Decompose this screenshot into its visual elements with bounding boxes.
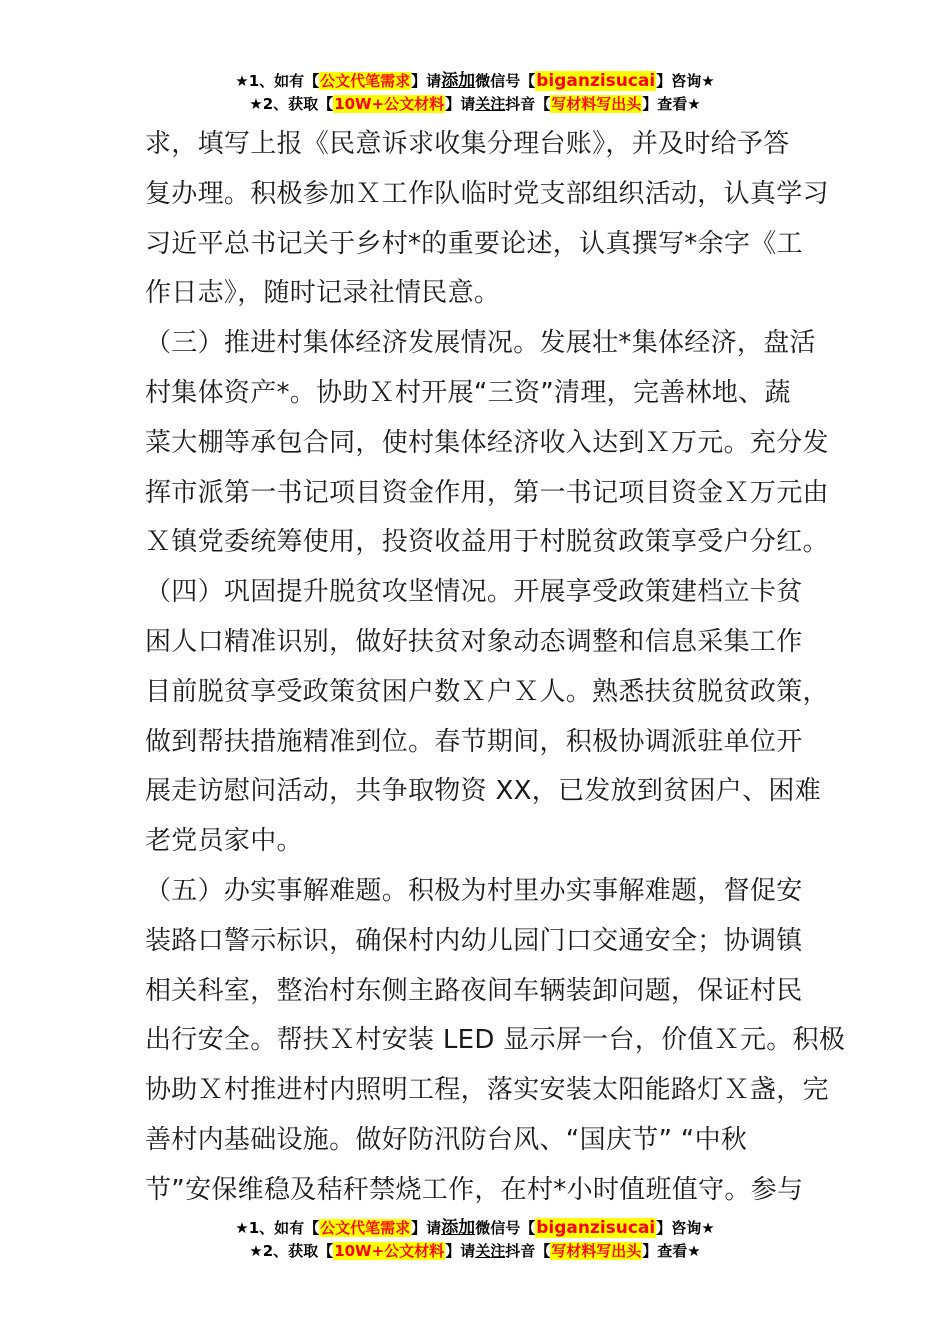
text-line: 出行安全。帮扶Ｘ村安装 LED 显示屏一台，价值Ｘ元。积极 [145, 1025, 846, 1056]
text-line: 习近平总书记关于乡村*的重要论述，认真撰写*余字《工 [145, 228, 803, 259]
douyin-account-link[interactable]: 写材料写出头 [551, 1242, 642, 1260]
text-line: 节”安保维稳及秸秆禁烧工作，在村*小时值班值守。参与 [145, 1174, 804, 1205]
banner-line-2: ★2、获取【10W+公文材料】请关注抖音【写材料写出头】查看★ [249, 95, 701, 113]
highlight-materials: 10W+公文材料 [334, 95, 445, 113]
text-line: 善村内基础设施。做好防汛防台风、“国庆节” “中秋 [145, 1124, 748, 1155]
text-line: 村集体资产*。协助Ｘ村开展“三资”清理，完善林地、蔬 [145, 377, 791, 408]
text-line: 相关科室，整治村东侧主路夜间车辆装卸问题，保证村民 [145, 975, 803, 1006]
section-heading-4: （四）巩固提升脱贫攻坚情况。开展享受政策建档立卡贫 [145, 577, 803, 608]
text-line: 挥市派第一书记项目资金作用，第一书记项目资金Ｘ万元由 [145, 477, 829, 508]
banner-line-2: ★2、获取【10W+公文材料】请关注抖音【写材料写出头】查看★ [249, 1242, 701, 1260]
highlight-service: 公文代笔需求 [320, 72, 411, 90]
highlight-service: 公文代笔需求 [320, 1219, 411, 1237]
text-line: 作日志》，随时记录社情民意。 [145, 278, 501, 309]
text-line: 做到帮扶措施精准到位。春节期间，积极协调派驻单位开 [145, 726, 803, 757]
banner-line-1: ★1、如有【公文代笔需求】请添加微信号【biganzisucai】咨询★ [235, 71, 715, 91]
text-line: 菜大棚等承包合同，使村集体经济收入达到Ｘ万元。充分发 [145, 427, 829, 458]
text-line: 复办理。积极参加Ｘ工作队临时党支部组织活动，认真学习 [145, 178, 829, 209]
text-line: 目前脱贫享受政策贫困户数Ｘ户Ｘ人。熟悉扶贫脱贫政策， [145, 676, 829, 707]
document-body [145, 120, 846, 1216]
text-line: 求，填写上报《民意诉求收集分理台账》，并及时给予答 [145, 129, 790, 159]
section-heading-3: （三）推进村集体经济发展情况。发展壮*集体经济，盘活 [145, 328, 816, 359]
text-line: 装路口警示标识，确保村内幼儿园门口交通安全；协调镇 [145, 925, 803, 956]
text-line: 协助Ｘ村推进村内照明工程，落实安装太阳能路灯Ｘ盏，完 [145, 1075, 829, 1106]
banner-line-1: ★1、如有【公文代笔需求】请添加微信号【biganzisucai】咨询★ [235, 1218, 715, 1238]
text-line: 展走访慰问活动，共争取物资 XX，已发放到贫困户、困难 [145, 776, 821, 807]
wechat-id-link[interactable]: biganzisucai [536, 1218, 656, 1238]
text-line: 困人口精准识别，做好扶贫对象动态调整和信息采集工作 [145, 626, 803, 657]
wechat-id-link[interactable]: biganzisucai [536, 71, 656, 91]
bottom-banner [0, 1217, 950, 1263]
top-banner [0, 70, 950, 116]
text-line: 老党员家中。 [145, 826, 303, 857]
highlight-materials: 10W+公文材料 [334, 1242, 445, 1260]
text-line: Ｘ镇党委统筹使用，投资收益用于村脱贫政策享受户分红。 [145, 527, 829, 558]
section-heading-5: （五）办实事解难题。积极为村里办实事解难题，督促安 [145, 875, 803, 906]
douyin-account-link[interactable]: 写材料写出头 [551, 95, 642, 113]
